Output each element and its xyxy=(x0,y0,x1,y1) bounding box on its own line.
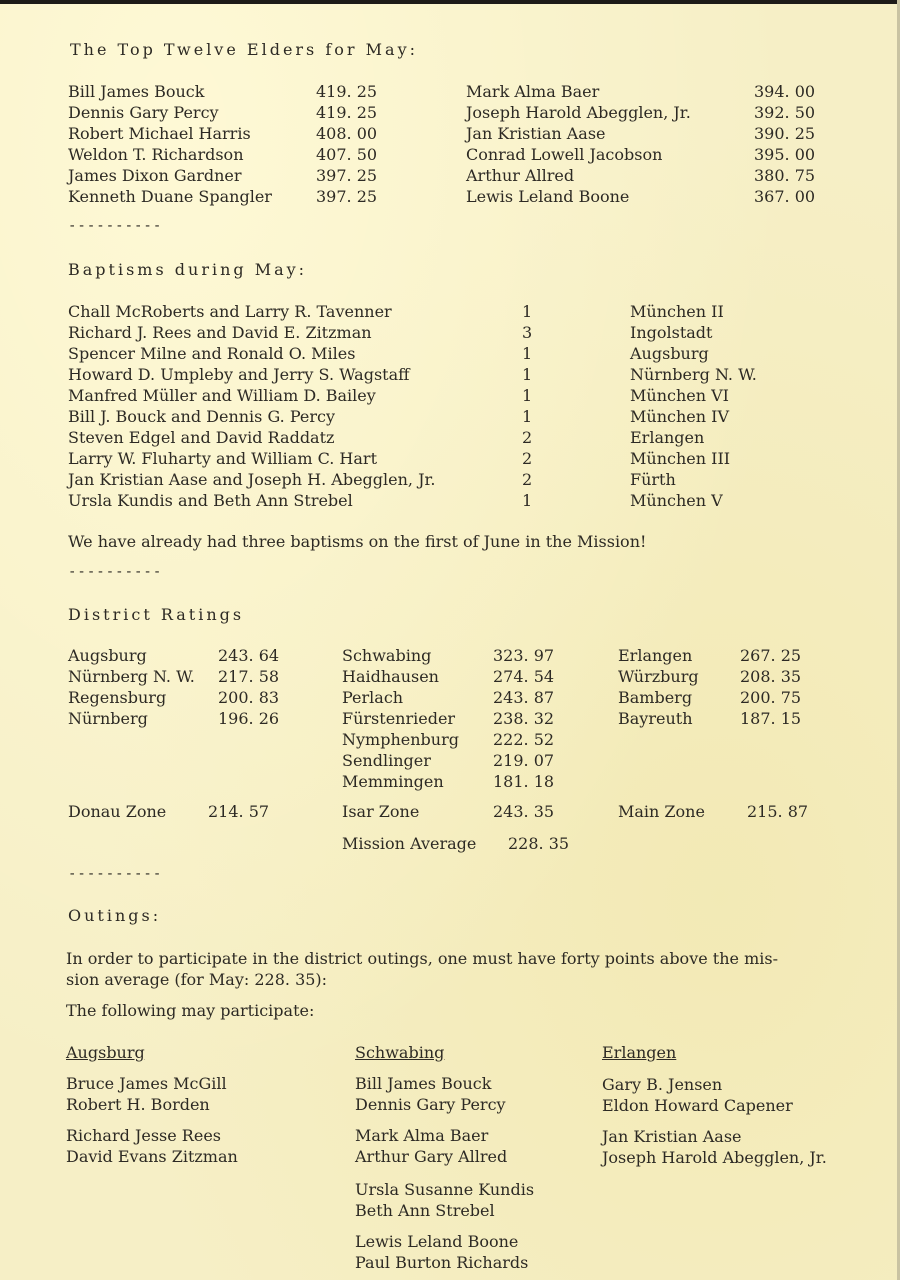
elder-score: 380. 75 xyxy=(754,166,816,185)
outing-participant: Dennis Gary Percy xyxy=(355,1095,506,1114)
outing-participant: Robert H. Borden xyxy=(66,1095,210,1114)
outing-participant: Gary B. Jensen xyxy=(602,1075,723,1094)
elder-name: Conrad Lowell Jacobson xyxy=(466,145,663,164)
outing-participant: Lewis Leland Boone xyxy=(355,1232,519,1251)
outing-district-heading: Erlangen xyxy=(602,1043,677,1062)
outing-participant: Bruce James McGill xyxy=(66,1074,227,1093)
elder-name: Kenneth Duane Spangler xyxy=(68,187,272,206)
district-name: Nymphenburg xyxy=(342,730,459,749)
elder-score: 419. 25 xyxy=(316,82,378,101)
district-value: 200. 83 xyxy=(218,688,280,707)
baptism-count: 2 xyxy=(522,428,533,447)
elder-name: Joseph Harold Abegglen, Jr. xyxy=(466,103,691,122)
baptisms-note: We have already had three baptisms on the first of June in the Mission! xyxy=(68,532,647,551)
elder-score: 397. 25 xyxy=(316,166,378,185)
baptism-place: Fürth xyxy=(630,470,676,489)
baptism-names: Spencer Milne and Ronald O. Miles xyxy=(68,344,356,363)
district-value: 238. 32 xyxy=(493,709,555,728)
baptism-names: Howard D. Umpleby and Jerry S. Wagstaff xyxy=(68,365,410,384)
district-value: 217. 58 xyxy=(218,667,280,686)
separator: ---------- xyxy=(68,218,163,234)
district-name: Würzburg xyxy=(618,667,699,686)
district-value: 181. 18 xyxy=(493,772,555,791)
baptism-count: 1 xyxy=(522,386,533,405)
baptism-names: Chall McRoberts and Larry R. Tavenner xyxy=(68,302,392,321)
district-value: 267. 25 xyxy=(740,646,802,665)
zone-name: Main Zone xyxy=(618,802,705,821)
outings-participate-intro: The following may participate: xyxy=(66,1001,315,1020)
outing-participant: Mark Alma Baer xyxy=(355,1126,489,1145)
elder-name: Mark Alma Baer xyxy=(466,82,600,101)
baptism-count: 1 xyxy=(522,302,533,321)
baptism-count: 3 xyxy=(522,323,533,342)
elders-heading: The Top Twelve Elders for May: xyxy=(70,40,418,59)
district-value: 200. 75 xyxy=(740,688,802,707)
elder-name: Arthur Allred xyxy=(466,166,575,185)
baptism-place: München III xyxy=(630,449,731,468)
baptism-place: Nürnberg N. W. xyxy=(630,365,757,384)
outing-participant: Beth Ann Strebel xyxy=(355,1201,495,1220)
baptism-names: Jan Kristian Aase and Joseph H. Abegglen, Jr. xyxy=(68,470,436,489)
elder-name: James Dixon Gardner xyxy=(68,166,242,185)
elder-score: 394. 00 xyxy=(754,82,816,101)
baptism-names: Richard J. Rees and David E. Zitzman xyxy=(68,323,372,342)
district-name: Schwabing xyxy=(342,646,432,665)
baptism-place: München II xyxy=(630,302,724,321)
district-value: 208. 35 xyxy=(740,667,802,686)
district-value: 323. 97 xyxy=(493,646,555,665)
baptism-names: Larry W. Fluharty and William C. Hart xyxy=(68,449,377,468)
outing-participant: Bill James Bouck xyxy=(355,1074,492,1093)
baptism-count: 1 xyxy=(522,365,533,384)
elder-score: 407. 50 xyxy=(316,145,378,164)
elder-score: 395. 00 xyxy=(754,145,816,164)
mission-average-value: 228. 35 xyxy=(508,834,570,853)
district-name: Augsburg xyxy=(68,646,147,665)
zone-name: Donau Zone xyxy=(68,802,167,821)
baptism-names: Ursla Kundis and Beth Ann Strebel xyxy=(68,491,353,510)
outing-participant: Jan Kristian Aase xyxy=(602,1127,742,1146)
outings-paragraph-line2: sion average (for May: 228. 35): xyxy=(66,970,328,989)
district-name: Memmingen xyxy=(342,772,444,791)
elder-score: 419. 25 xyxy=(316,103,378,122)
elder-name: Robert Michael Harris xyxy=(68,124,251,143)
baptism-names: Steven Edgel and David Raddatz xyxy=(68,428,335,447)
district-name: Perlach xyxy=(342,688,404,707)
district-name: Bamberg xyxy=(618,688,693,707)
outing-participant: Arthur Gary Allred xyxy=(355,1147,508,1166)
baptism-count: 2 xyxy=(522,470,533,489)
elder-name: Jan Kristian Aase xyxy=(466,124,606,143)
elder-score: 390. 25 xyxy=(754,124,816,143)
outing-participant: Ursla Susanne Kundis xyxy=(355,1180,535,1199)
outing-district-heading: Schwabing xyxy=(355,1043,445,1062)
district-value: 222. 52 xyxy=(493,730,555,749)
baptism-names: Bill J. Bouck and Dennis G. Percy xyxy=(68,407,336,426)
outing-participant: Joseph Harold Abegglen, Jr. xyxy=(602,1148,827,1167)
district-name: Haidhausen xyxy=(342,667,439,686)
zone-name: Isar Zone xyxy=(342,802,420,821)
district-name: Bayreuth xyxy=(618,709,693,728)
outing-district-heading: Augsburg xyxy=(66,1043,145,1062)
district-name: Nürnberg N. W. xyxy=(68,667,195,686)
elder-name: Dennis Gary Percy xyxy=(68,103,219,122)
district-name: Fürstenrieder xyxy=(342,709,456,728)
district-value: 187. 15 xyxy=(740,709,802,728)
outing-participant: Richard Jesse Rees xyxy=(66,1126,221,1145)
elder-score: 397. 25 xyxy=(316,187,378,206)
elder-name: Weldon T. Richardson xyxy=(68,145,244,164)
district-value: 243. 87 xyxy=(493,688,555,707)
baptism-count: 2 xyxy=(522,449,533,468)
baptism-place: München VI xyxy=(630,386,729,405)
elder-name: Lewis Leland Boone xyxy=(466,187,630,206)
baptism-count: 1 xyxy=(522,407,533,426)
elder-score: 392. 50 xyxy=(754,103,816,122)
baptism-place: Ingolstadt xyxy=(630,323,713,342)
district-name: Erlangen xyxy=(618,646,693,665)
district-value: 243. 64 xyxy=(218,646,280,665)
baptisms-table xyxy=(68,302,868,522)
elder-score: 408. 00 xyxy=(316,124,378,143)
outings-heading: Outings: xyxy=(68,906,162,925)
outings-paragraph-line1: In order to participate in the district outings, one must have forty points above the mis- xyxy=(66,949,778,968)
zone-value: 214. 57 xyxy=(208,802,270,821)
district-name: Nürnberg xyxy=(68,709,148,728)
elder-score: 367. 00 xyxy=(754,187,816,206)
elder-name: Bill James Bouck xyxy=(68,82,205,101)
baptism-place: Erlangen xyxy=(630,428,705,447)
baptism-place: Augsburg xyxy=(630,344,709,363)
zone-value: 215. 87 xyxy=(747,802,809,821)
district-value: 196. 26 xyxy=(218,709,280,728)
district-value: 219. 07 xyxy=(493,751,555,770)
outing-participant: Eldon Howard Capener xyxy=(602,1096,793,1115)
district-name: Sendlinger xyxy=(342,751,431,770)
district-name: Regensburg xyxy=(68,688,167,707)
mission-average-label: Mission Average xyxy=(342,834,477,853)
baptisms-heading: Baptisms during May: xyxy=(68,260,308,279)
zone-value: 243. 35 xyxy=(493,802,555,821)
baptism-names: Manfred Müller and William D. Bailey xyxy=(68,386,376,405)
outing-participant: Paul Burton Richards xyxy=(355,1253,529,1272)
baptism-count: 1 xyxy=(522,491,533,510)
baptism-place: München IV xyxy=(630,407,729,426)
top-edge-shadow xyxy=(0,0,900,4)
baptism-count: 1 xyxy=(522,344,533,363)
separator: ---------- xyxy=(68,564,163,580)
districts-heading: District Ratings xyxy=(68,605,245,624)
outing-participant: David Evans Zitzman xyxy=(66,1147,238,1166)
baptism-place: München V xyxy=(630,491,723,510)
district-value: 274. 54 xyxy=(493,667,555,686)
separator: ---------- xyxy=(68,866,163,882)
district-ratings-table xyxy=(68,646,868,796)
